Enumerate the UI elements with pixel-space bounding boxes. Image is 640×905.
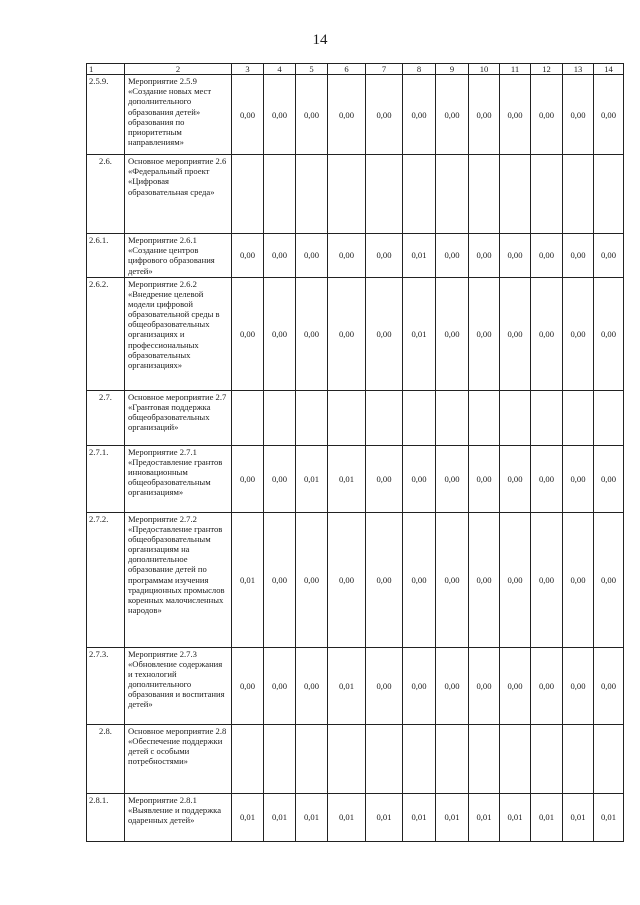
row-number: 2.6.2. bbox=[87, 277, 125, 390]
value-cell: 0,00 bbox=[232, 277, 264, 390]
value-cell bbox=[264, 390, 296, 445]
column-header: 14 bbox=[594, 64, 624, 75]
value-cell: 0,01 bbox=[403, 793, 436, 841]
value-cell bbox=[232, 724, 264, 793]
table-row bbox=[87, 155, 624, 234]
value-cell: 0,00 bbox=[563, 277, 594, 390]
value-cell bbox=[469, 155, 500, 234]
table-row bbox=[87, 647, 624, 724]
value-cell: 0,00 bbox=[563, 445, 594, 512]
value-cell bbox=[296, 724, 328, 793]
column-header: 4 bbox=[264, 64, 296, 75]
table-row bbox=[87, 445, 624, 512]
value-cell bbox=[531, 724, 563, 793]
value-cell: 0,00 bbox=[232, 647, 264, 724]
value-cell bbox=[469, 390, 500, 445]
row-name: Мероприятие 2.6.2 «Внедрение целевой модели цифровой образовательной среды в общеобразовательных организациях и профессиональных образовательных организациях» bbox=[125, 277, 232, 390]
value-cell: 0,00 bbox=[328, 234, 366, 278]
value-cell: 0,01 bbox=[328, 793, 366, 841]
value-cell bbox=[500, 155, 531, 234]
value-cell: 0,00 bbox=[264, 234, 296, 278]
value-cell: 0,00 bbox=[436, 647, 469, 724]
value-cell: 0,00 bbox=[264, 512, 296, 647]
row-name: Мероприятие 2.5.9 «Создание новых мест дополнительного образования детей» образования по приоритетным направлениям» bbox=[125, 75, 232, 155]
value-cell: 0,00 bbox=[531, 234, 563, 278]
column-header: 10 bbox=[469, 64, 500, 75]
value-cell bbox=[500, 390, 531, 445]
data-table bbox=[86, 63, 624, 842]
row-name: Основное мероприятие 2.7 «Грантовая поддержка общеобразовательных организаций» bbox=[125, 390, 232, 445]
value-cell: 0,00 bbox=[366, 277, 403, 390]
value-cell: 0,00 bbox=[403, 647, 436, 724]
value-cell: 0,01 bbox=[366, 793, 403, 841]
value-cell bbox=[594, 155, 624, 234]
value-cell: 0,00 bbox=[328, 512, 366, 647]
row-name: Основное мероприятие 2.8 «Обеспечение поддержки детей с особыми потребностями» bbox=[125, 724, 232, 793]
table-row bbox=[87, 512, 624, 647]
value-cell: 0,00 bbox=[328, 75, 366, 155]
value-cell: 0,00 bbox=[563, 75, 594, 155]
value-cell: 0,00 bbox=[531, 445, 563, 512]
value-cell: 0,00 bbox=[500, 445, 531, 512]
value-cell bbox=[366, 724, 403, 793]
value-cell bbox=[264, 724, 296, 793]
row-number: 2.8. bbox=[87, 724, 125, 793]
row-name: Мероприятие 2.6.1 «Создание центров цифрового образования детей» bbox=[125, 234, 232, 278]
column-header: 9 bbox=[436, 64, 469, 75]
value-cell: 0,01 bbox=[403, 234, 436, 278]
value-cell: 0,00 bbox=[366, 647, 403, 724]
column-header: 5 bbox=[296, 64, 328, 75]
value-cell: 0,00 bbox=[469, 75, 500, 155]
value-cell bbox=[328, 390, 366, 445]
value-cell bbox=[500, 724, 531, 793]
value-cell: 0,00 bbox=[366, 234, 403, 278]
value-cell: 0,00 bbox=[594, 75, 624, 155]
value-cell: 0,00 bbox=[296, 647, 328, 724]
value-cell: 0,00 bbox=[500, 277, 531, 390]
value-cell: 0,01 bbox=[469, 793, 500, 841]
value-cell: 0,00 bbox=[403, 512, 436, 647]
value-cell: 0,00 bbox=[500, 75, 531, 155]
value-cell: 0,01 bbox=[264, 793, 296, 841]
value-cell: 0,00 bbox=[500, 647, 531, 724]
value-cell: 0,01 bbox=[563, 793, 594, 841]
value-cell bbox=[436, 155, 469, 234]
value-cell: 0,00 bbox=[594, 277, 624, 390]
header-row bbox=[87, 64, 624, 75]
value-cell: 0,00 bbox=[436, 445, 469, 512]
value-cell bbox=[563, 155, 594, 234]
value-cell bbox=[436, 390, 469, 445]
value-cell: 0,00 bbox=[366, 75, 403, 155]
value-cell bbox=[436, 724, 469, 793]
value-cell: 0,00 bbox=[469, 512, 500, 647]
row-name: Мероприятие 2.7.2 «Предоставление грантов общеобразовательным организациям на дополнительное образование детей по программам изучения традиционных промыслов коренных малочисленных народов» bbox=[125, 512, 232, 647]
row-number: 2.6. bbox=[87, 155, 125, 234]
value-cell: 0,01 bbox=[232, 793, 264, 841]
value-cell bbox=[366, 155, 403, 234]
table-row bbox=[87, 793, 624, 841]
row-number: 2.7.3. bbox=[87, 647, 125, 724]
value-cell bbox=[531, 390, 563, 445]
value-cell: 0,00 bbox=[563, 512, 594, 647]
value-cell: 0,01 bbox=[500, 793, 531, 841]
value-cell: 0,00 bbox=[500, 234, 531, 278]
value-cell: 0,00 bbox=[296, 277, 328, 390]
value-cell: 0,00 bbox=[436, 75, 469, 155]
row-name: Мероприятие 2.7.1 «Предоставление грантов инновационным общеобразовательным организациям» bbox=[125, 445, 232, 512]
value-cell bbox=[403, 390, 436, 445]
row-number: 2.6.1. bbox=[87, 234, 125, 278]
table-row bbox=[87, 724, 624, 793]
row-number: 2.7.2. bbox=[87, 512, 125, 647]
value-cell: 0,00 bbox=[531, 647, 563, 724]
value-cell: 0,00 bbox=[264, 647, 296, 724]
value-cell bbox=[403, 155, 436, 234]
column-header: 3 bbox=[232, 64, 264, 75]
value-cell: 0,00 bbox=[531, 277, 563, 390]
value-cell: 0,01 bbox=[594, 793, 624, 841]
value-cell bbox=[563, 724, 594, 793]
value-cell bbox=[366, 390, 403, 445]
value-cell bbox=[594, 390, 624, 445]
value-cell: 0,01 bbox=[531, 793, 563, 841]
value-cell: 0,00 bbox=[500, 512, 531, 647]
value-cell bbox=[328, 155, 366, 234]
value-cell bbox=[232, 390, 264, 445]
value-cell bbox=[403, 724, 436, 793]
value-cell: 0,00 bbox=[264, 277, 296, 390]
value-cell: 0,00 bbox=[594, 445, 624, 512]
value-cell: 0,00 bbox=[403, 445, 436, 512]
value-cell: 0,01 bbox=[403, 277, 436, 390]
value-cell bbox=[563, 390, 594, 445]
value-cell: 0,00 bbox=[232, 75, 264, 155]
row-name: Мероприятие 2.7.3 «Обновление содержания и технологий дополнительного образования и воспитания детей» bbox=[125, 647, 232, 724]
value-cell: 0,00 bbox=[594, 512, 624, 647]
table-row bbox=[87, 234, 624, 278]
row-name: Основное мероприятие 2.6 «Федеральный проект «Цифровая образовательная среда» bbox=[125, 155, 232, 234]
value-cell: 0,01 bbox=[436, 793, 469, 841]
value-cell: 0,01 bbox=[232, 512, 264, 647]
value-cell: 0,00 bbox=[328, 277, 366, 390]
value-cell bbox=[531, 155, 563, 234]
column-header: 2 bbox=[125, 64, 232, 75]
value-cell: 0,00 bbox=[232, 234, 264, 278]
column-header: 1 bbox=[87, 64, 125, 75]
value-cell: 0,00 bbox=[264, 445, 296, 512]
value-cell: 0,00 bbox=[436, 277, 469, 390]
value-cell: 0,00 bbox=[469, 647, 500, 724]
row-number: 2.7.1. bbox=[87, 445, 125, 512]
value-cell: 0,00 bbox=[469, 234, 500, 278]
value-cell: 0,01 bbox=[328, 647, 366, 724]
value-cell: 0,00 bbox=[594, 234, 624, 278]
value-cell: 0,01 bbox=[296, 445, 328, 512]
value-cell bbox=[232, 155, 264, 234]
column-header: 13 bbox=[563, 64, 594, 75]
value-cell: 0,00 bbox=[436, 512, 469, 647]
column-header: 6 bbox=[328, 64, 366, 75]
value-cell: 0,00 bbox=[469, 445, 500, 512]
value-cell: 0,00 bbox=[232, 445, 264, 512]
value-cell bbox=[469, 724, 500, 793]
table-row bbox=[87, 277, 624, 390]
row-number: 2.5.9. bbox=[87, 75, 125, 155]
column-header: 12 bbox=[531, 64, 563, 75]
value-cell: 0,00 bbox=[264, 75, 296, 155]
value-cell: 0,00 bbox=[563, 234, 594, 278]
value-cell: 0,00 bbox=[594, 647, 624, 724]
value-cell: 0,00 bbox=[366, 445, 403, 512]
value-cell: 0,00 bbox=[436, 234, 469, 278]
value-cell: 0,00 bbox=[563, 647, 594, 724]
column-header: 11 bbox=[500, 64, 531, 75]
value-cell: 0,00 bbox=[296, 234, 328, 278]
value-cell: 0,00 bbox=[366, 512, 403, 647]
value-cell: 0,00 bbox=[296, 512, 328, 647]
table-row bbox=[87, 75, 624, 155]
value-cell: 0,01 bbox=[328, 445, 366, 512]
column-header: 8 bbox=[403, 64, 436, 75]
column-header: 7 bbox=[366, 64, 403, 75]
table-row bbox=[87, 390, 624, 445]
value-cell: 0,00 bbox=[531, 75, 563, 155]
value-cell bbox=[264, 155, 296, 234]
row-number: 2.7. bbox=[87, 390, 125, 445]
value-cell bbox=[594, 724, 624, 793]
value-cell bbox=[296, 390, 328, 445]
value-cell bbox=[328, 724, 366, 793]
row-number: 2.8.1. bbox=[87, 793, 125, 841]
value-cell: 0,00 bbox=[469, 277, 500, 390]
value-cell: 0,01 bbox=[296, 793, 328, 841]
page-number: 14 bbox=[312, 32, 328, 48]
value-cell: 0,00 bbox=[296, 75, 328, 155]
value-cell: 0,00 bbox=[403, 75, 436, 155]
row-name: Мероприятие 2.8.1 «Выявление и поддержка одаренных детей» bbox=[125, 793, 232, 841]
value-cell bbox=[296, 155, 328, 234]
value-cell: 0,00 bbox=[531, 512, 563, 647]
